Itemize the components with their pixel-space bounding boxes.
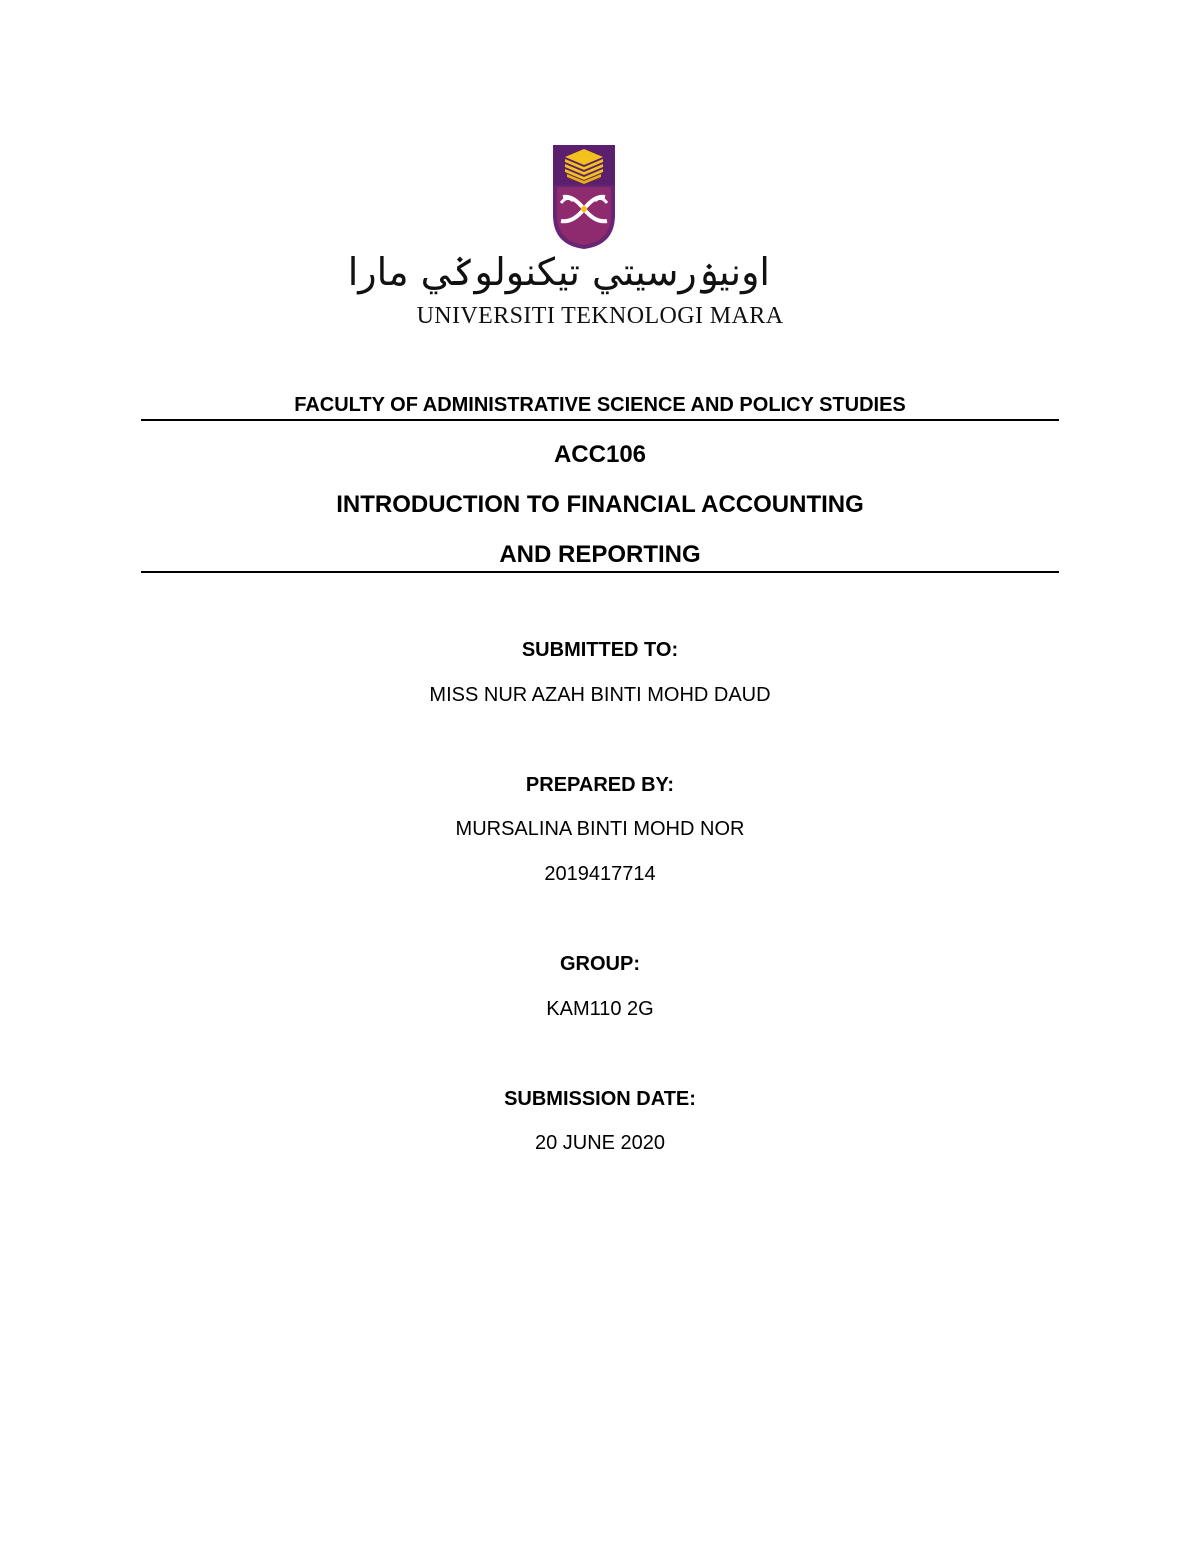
- prepared-by-label: PREPARED BY:: [525, 774, 675, 796]
- faculty-title: FACULTY OF ADMINISTRATIVE SCIENCE AND POLICY STUDIES: [294, 394, 906, 416]
- group-value: KAM110 2G: [546, 998, 654, 1020]
- lecturer-name: MISS NUR AZAH BINTI MOHD DAUD: [429, 684, 771, 706]
- course-title-line1: INTRODUCTION TO FINANCIAL ACCOUNTING: [336, 491, 864, 518]
- course-title-line2: AND REPORTING: [499, 541, 701, 568]
- group-label: GROUP:: [560, 953, 640, 975]
- uitm-crest-icon: [553, 145, 615, 249]
- divider-bottom: [141, 571, 1059, 573]
- university-name: UNIVERSITI TEKNOLOGI MARA: [416, 303, 784, 329]
- student-id: 2019417714: [544, 863, 656, 885]
- university-jawi-name: اونيۏرسيتي تيكنولوݢي مارا: [347, 250, 770, 294]
- divider-top: [141, 419, 1059, 421]
- submission-date-label: SUBMISSION DATE:: [504, 1088, 696, 1110]
- course-code: ACC106: [553, 441, 647, 468]
- submitted-to-label: SUBMITTED TO:: [521, 639, 679, 661]
- submission-date-value: 20 JUNE 2020: [534, 1132, 666, 1154]
- student-name: MURSALINA BINTI MOHD NOR: [455, 818, 745, 840]
